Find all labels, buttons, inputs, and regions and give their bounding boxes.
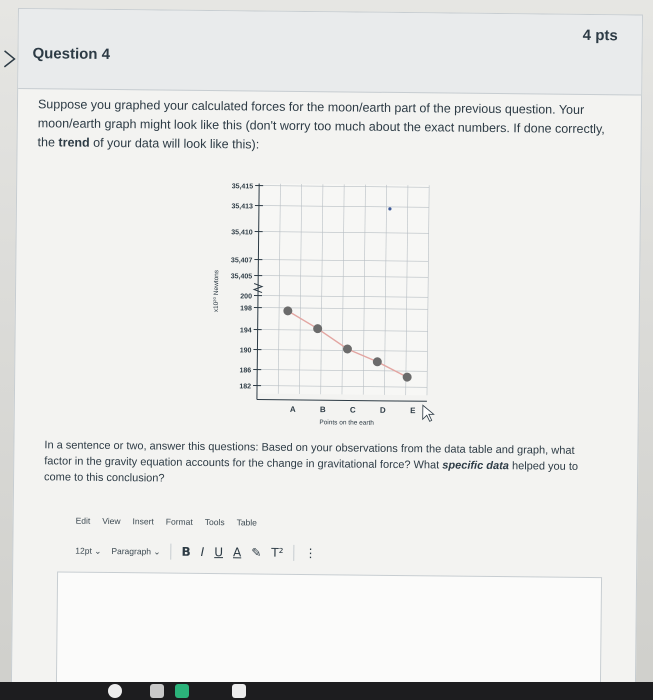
force-chart	[195, 171, 438, 433]
y-tick-label: 198	[240, 305, 252, 313]
prompt-text-1: Suppose you graphed your calculated forces for the moon/earth part of the previous question. Your moon/earth graph might look like this (don't worry too much about the exact numbers. If done correctly, the	[37, 97, 605, 150]
italic-button[interactable]: I	[200, 544, 205, 559]
editor-toolbar	[75, 540, 316, 565]
x-axis	[257, 400, 427, 402]
chevron-down-icon: ⌄	[94, 545, 102, 556]
q2-italic: specific data	[442, 459, 509, 473]
y-tick-label: 182	[239, 383, 252, 391]
y-tick-label: 35,413	[231, 203, 253, 211]
arrow-marker-icon	[2, 49, 18, 69]
answer-editor[interactable]	[56, 571, 602, 700]
menu-edit[interactable]: Edit	[75, 515, 91, 526]
editor-menubar	[76, 516, 257, 528]
menu-view[interactable]: View	[102, 515, 121, 527]
prompt-bold: trend	[58, 135, 90, 150]
app-icon[interactable]	[108, 684, 122, 698]
underline-button[interactable]: U	[214, 545, 224, 560]
x-tick-label: A	[289, 404, 296, 414]
menu-format[interactable]: Format	[165, 516, 193, 527]
font-size-select[interactable]: 12pt ⌄	[75, 545, 102, 556]
chart-svg	[195, 171, 438, 433]
y-tick-label: 35,410	[231, 229, 253, 237]
y-tick-label: 35,415	[231, 183, 254, 191]
toolbar-divider	[293, 545, 294, 561]
app-icon[interactable]	[150, 684, 164, 698]
y-tick-label: 190	[239, 347, 252, 355]
menu-table[interactable]: Table	[236, 517, 257, 528]
question-points: 4 pts	[582, 26, 618, 45]
x-tick-label: D	[379, 405, 386, 415]
menu-insert[interactable]: Insert	[132, 516, 154, 527]
cursor-icon	[423, 405, 434, 421]
toolbar-divider	[170, 544, 171, 560]
question-card	[11, 8, 643, 700]
x-axis-label: Points on the earth	[319, 419, 374, 427]
y-tick-label: 186	[239, 367, 252, 375]
y-tick-label: 194	[239, 327, 252, 335]
y-tick-label: 35,405	[230, 273, 253, 281]
superscript-button[interactable]: T²	[271, 545, 284, 560]
x-tick-label: C	[349, 405, 356, 415]
q2-text-2: helped you to come to this conclusion?	[44, 460, 579, 485]
bold-button[interactable]: B	[181, 544, 191, 559]
y-tick-label: 35,407	[230, 257, 253, 265]
question-header	[18, 9, 642, 96]
x-tick-label: E	[410, 406, 416, 416]
menu-tools[interactable]: Tools	[204, 516, 225, 528]
app-icon[interactable]	[175, 684, 189, 698]
question-prompt	[37, 95, 623, 158]
question-2	[44, 437, 604, 491]
q2-text-1: In a sentence or two, answer this questions: Based on your observations from the data table and graph, what factor in the gravity equation accounts for the change in gravitational force? What	[44, 439, 575, 472]
highlight-pen-icon[interactable]: ✎	[251, 545, 262, 560]
y-axis-label: x10²⁰ Newtons	[212, 269, 221, 313]
prompt-text-2: of your data will look like this):	[89, 135, 260, 152]
more-options-icon[interactable]: ⋮	[304, 546, 317, 561]
question-title: Question 4	[32, 45, 111, 63]
x-tick-label: B	[319, 405, 326, 415]
y-tick-label: 200	[240, 293, 253, 301]
block-format-select[interactable]: Paragraph ⌄	[111, 545, 161, 557]
app-icon[interactable]	[232, 684, 246, 698]
taskbar	[0, 682, 653, 700]
text-color-button[interactable]: A	[232, 545, 242, 560]
chevron-down-icon: ⌄	[153, 545, 161, 557]
